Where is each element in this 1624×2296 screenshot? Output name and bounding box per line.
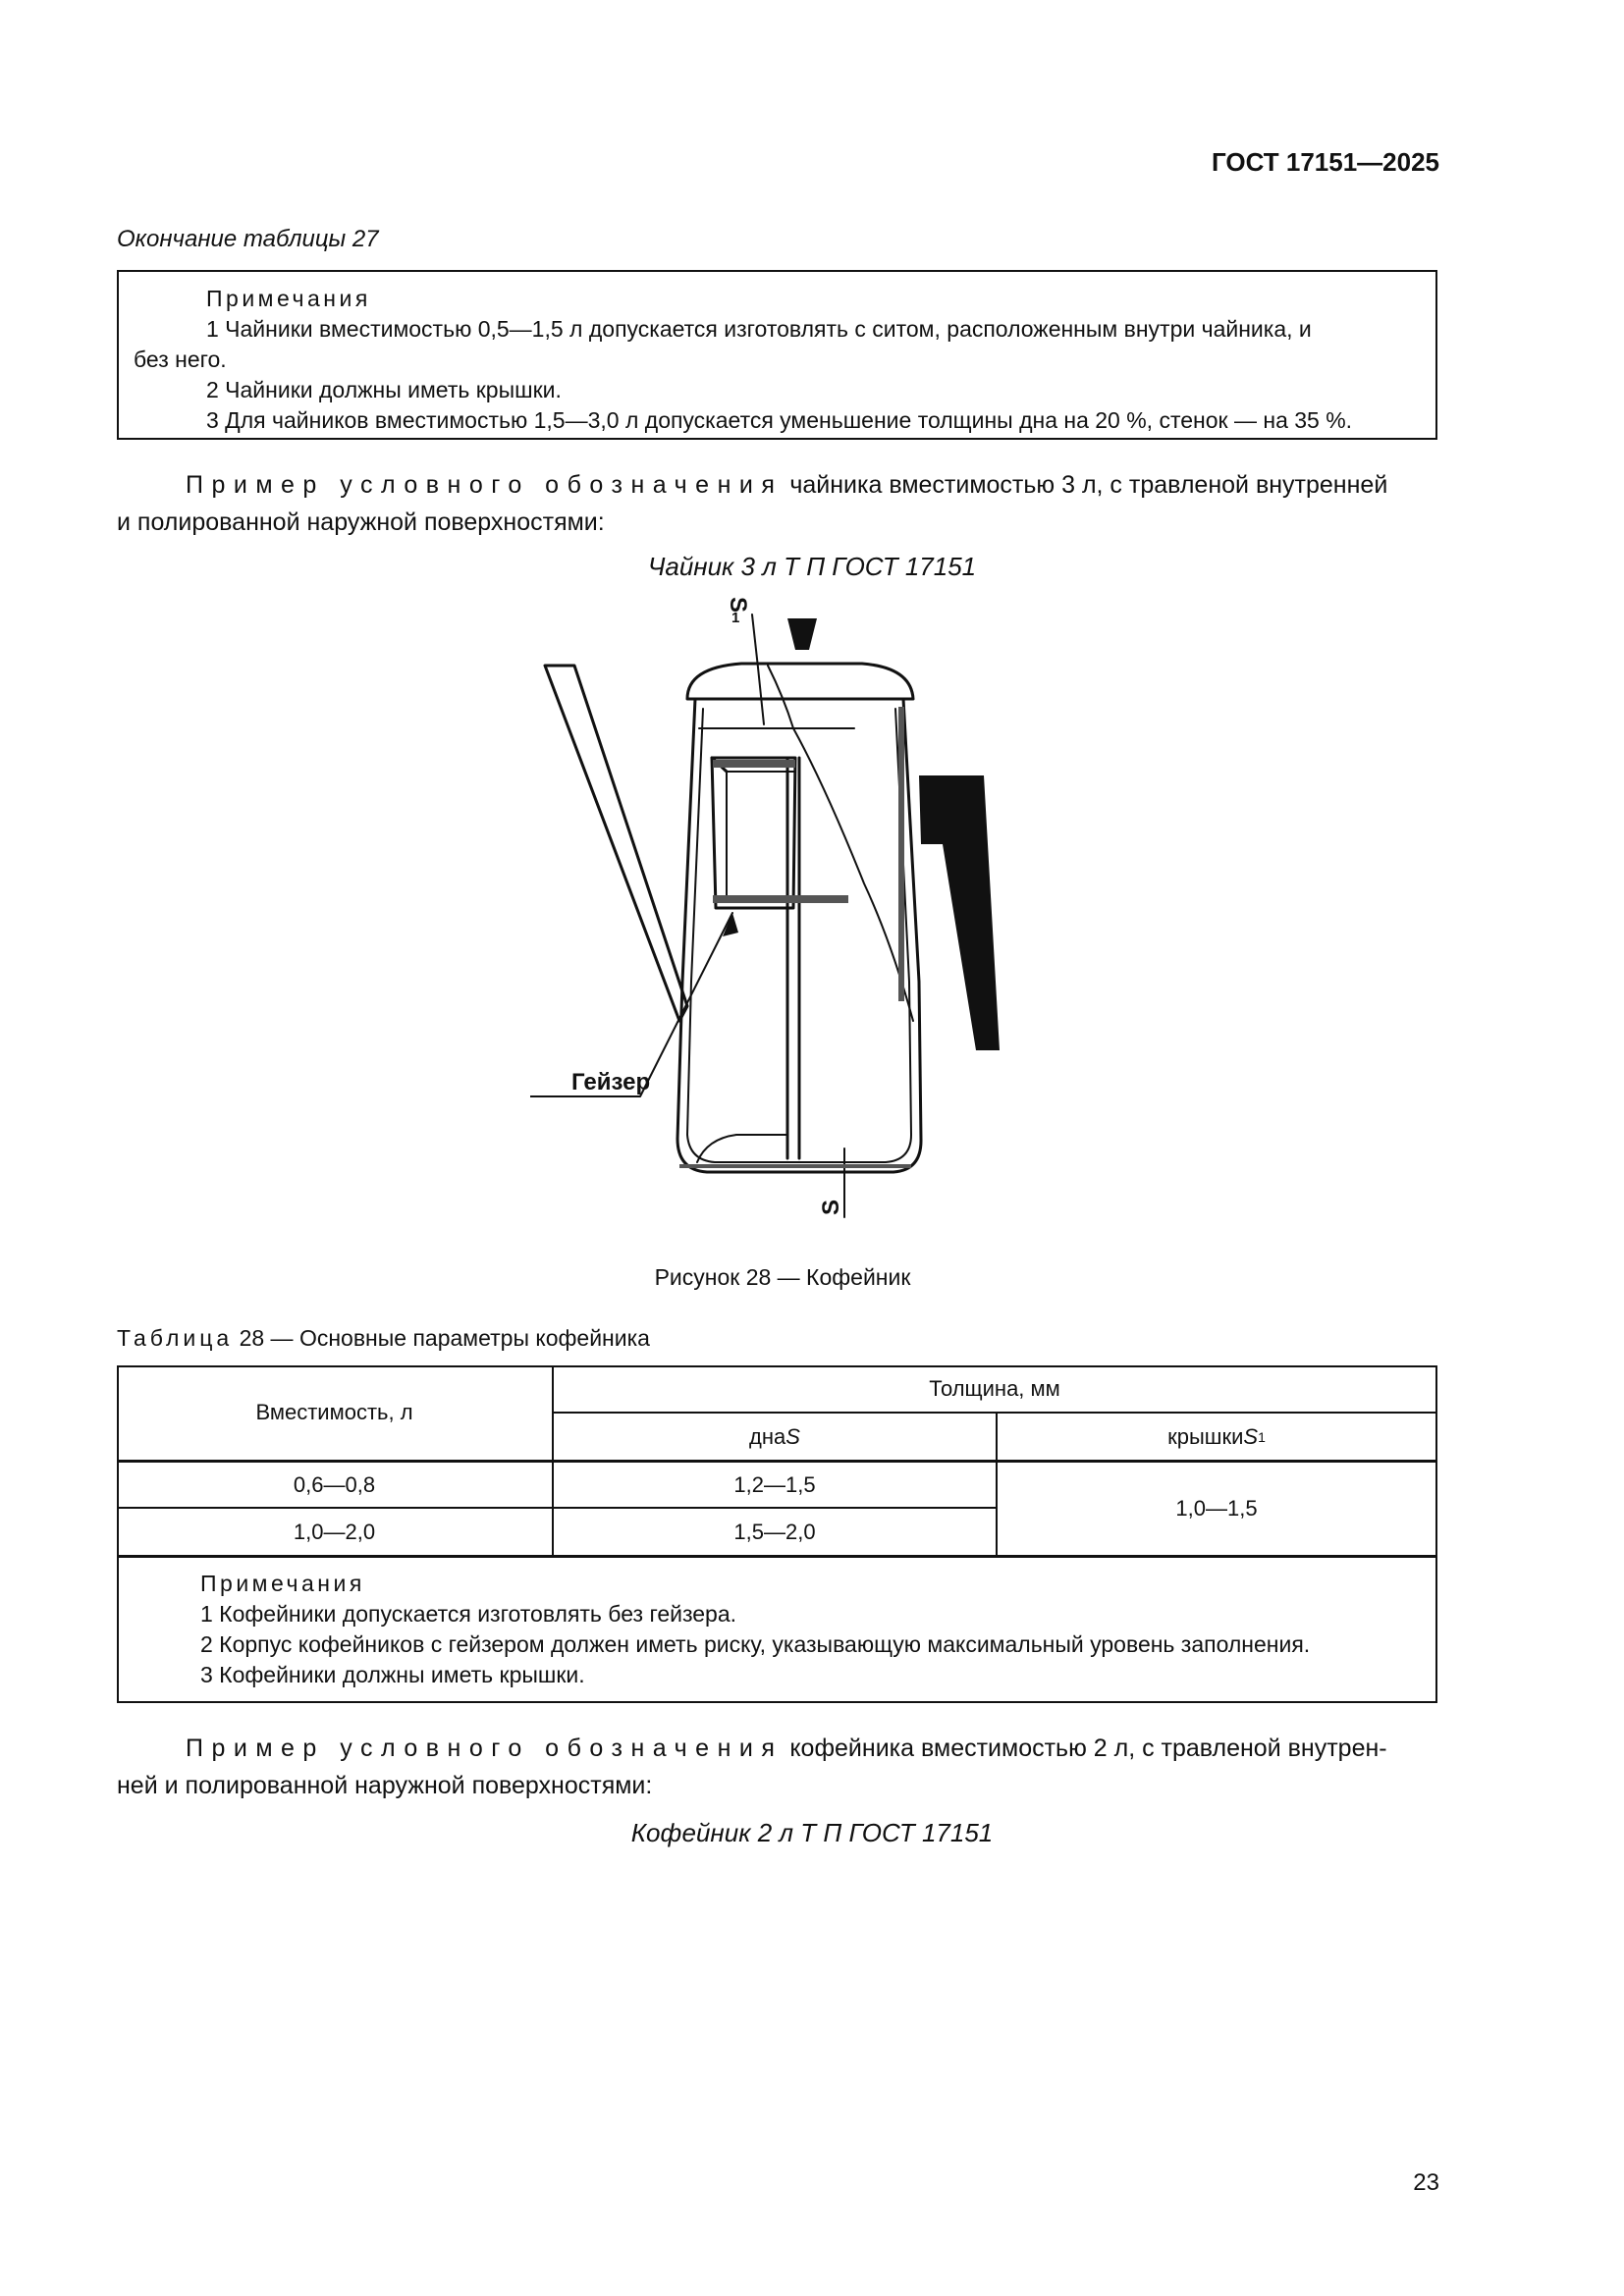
- handle-shape: [919, 775, 1000, 1050]
- header-bottom: [554, 1414, 996, 1460]
- table28-title: [117, 1325, 650, 1352]
- note-2: 2 Корпус кофейников с гейзером должен иметь риску, указывающую максимальный уровень заполнения.: [200, 1631, 1311, 1657]
- header-bottom-text: дна: [749, 1423, 786, 1449]
- s1-label: S: [725, 597, 751, 614]
- example-line-1: чайника вместимостью 3 л, с травленой внутренней: [783, 471, 1388, 499]
- lid-shape: [687, 664, 913, 699]
- note-1: 1 Кофейники допускается изготовлять без гейзера.: [200, 1601, 737, 1627]
- table-cell-capacity: 1,0—2,0: [293, 1519, 376, 1544]
- table-cell-capacity: 0,6—0,8: [293, 1471, 376, 1497]
- example-lead: Пример условного обозначения: [186, 471, 784, 499]
- table28: [117, 1365, 1437, 1703]
- table-cell-lid-merged: 1,0—1,5: [1175, 1496, 1258, 1521]
- pot-bottom-hatch: [679, 1164, 911, 1168]
- coffee-pot-designation: Кофейник 2 л Т П ГОСТ 17151: [630, 1818, 994, 1847]
- document-code: ГОСТ 17151—2025: [1212, 147, 1439, 177]
- note-1-line-2: без него.: [134, 347, 227, 372]
- note-1-line-1: 1 Чайники вместимостью 0,5—1,5 л допускается изготовлять с ситом, расположенным внутри чайника, и: [206, 316, 1312, 342]
- geyser-funnel: [697, 1135, 787, 1162]
- geyser-bottom-hatch: [713, 895, 848, 903]
- example-line-2: и полированной наружной поверхностями:: [117, 508, 605, 536]
- example-line-2: ней и полированной наружной поверхностями:: [117, 1772, 653, 1799]
- header-bottom-symbol: S: [785, 1423, 800, 1449]
- table-continuation-caption: Окончание таблицы 27: [117, 226, 379, 252]
- header-lid-symbol: S: [1243, 1423, 1259, 1449]
- table28-title-lead: Таблица: [117, 1325, 234, 1351]
- s-label: S: [818, 1199, 844, 1215]
- spout-shape: [545, 666, 687, 1021]
- table27-notes-box: [117, 270, 1437, 440]
- example-line-1: кофейника вместимостью 2 л, с травленой внутрен-: [783, 1735, 1387, 1762]
- example-lead: Пример условного обозначения: [186, 1735, 784, 1762]
- pot-wall-hatch: [898, 707, 904, 1001]
- table28-title-rest: 28 — Основные параметры кофейника: [233, 1325, 650, 1351]
- s1-leader: [752, 614, 758, 667]
- coffee-pot-drawing: [530, 589, 1060, 1237]
- notes-title: Примечания: [206, 286, 371, 311]
- kettle-designation: Чайник 3 л Т П ГОСТ 17151: [647, 552, 977, 581]
- example-paragraph-kettle: [117, 466, 1437, 541]
- figure-caption: Рисунок 28 — Кофейник: [654, 1264, 911, 1290]
- page-number: 23: [1413, 2169, 1439, 2196]
- example-paragraph-coffee-pot: [117, 1730, 1437, 1804]
- geyser-label: Гейзер: [571, 1069, 651, 1095]
- knob-shape: [787, 618, 817, 650]
- header-capacity: Вместимость, л: [255, 1400, 413, 1424]
- header-lid-text: крышки: [1167, 1423, 1244, 1449]
- cutaway-line: [768, 666, 913, 1021]
- table28-notes: [200, 1569, 1310, 1690]
- header-lid-sub: 1: [1258, 1428, 1266, 1445]
- header-thickness: Толщина, мм: [929, 1375, 1060, 1401]
- coffee-pot-figure: [530, 589, 1060, 1237]
- table-cell-bottom: 1,5—2,0: [733, 1519, 816, 1544]
- s1-leader-lower: [758, 667, 764, 724]
- note-2: 2 Чайники должны иметь крышки.: [206, 377, 562, 402]
- table-cell-bottom: 1,2—1,5: [733, 1471, 816, 1497]
- header-lid: [998, 1414, 1435, 1460]
- note-3: 3 Для чайников вместимостью 1,5—3,0 л допускается уменьшение толщины дна на 20 %, стенок — на 35 %.: [206, 407, 1353, 433]
- note-3: 3 Кофейники должны иметь крышки.: [200, 1662, 585, 1687]
- geyser-top-hatch: [713, 760, 795, 768]
- notes-title: Примечания: [200, 1571, 365, 1596]
- s1-label-sub: 1: [731, 610, 740, 626]
- geyser-basket: [712, 758, 795, 908]
